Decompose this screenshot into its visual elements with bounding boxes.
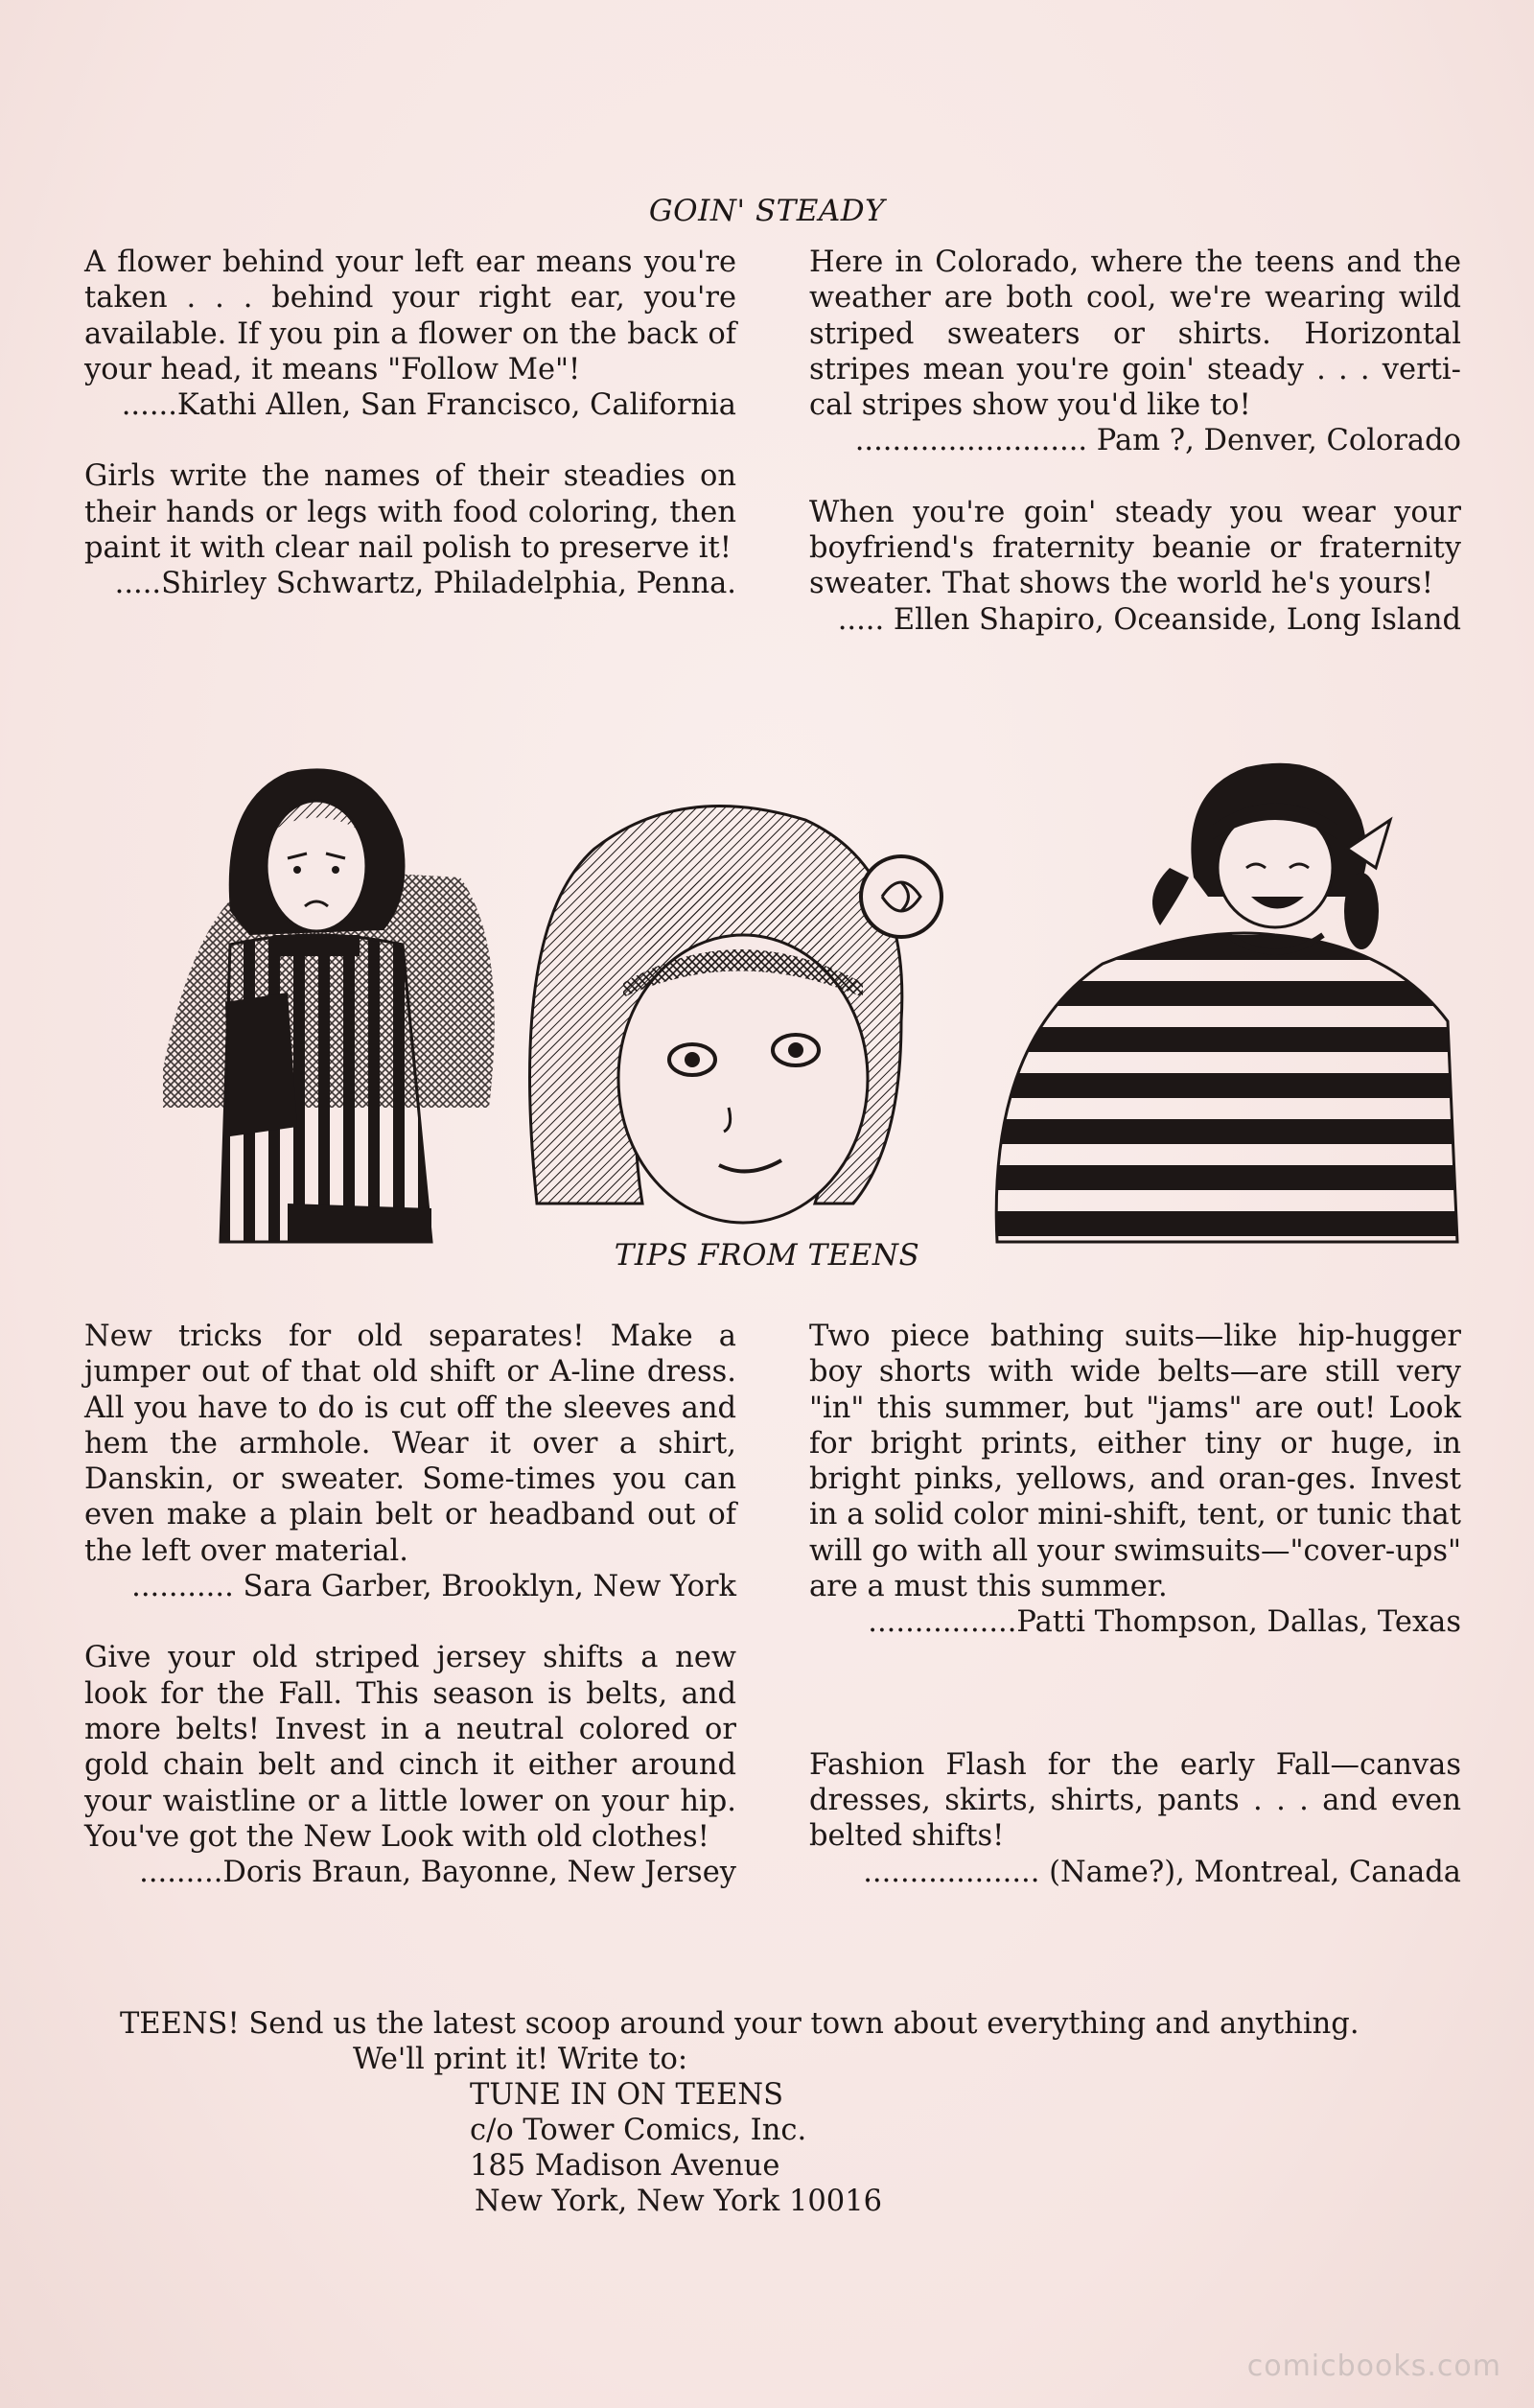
tips-left-column <box>84 1319 736 1890</box>
tip-montreal <box>809 1747 1461 1890</box>
tips-right-column <box>809 1319 1461 1890</box>
three-teens-illustration <box>144 705 1467 1299</box>
tip-signature: .........Doris Braun, Bayonne, New Jersey <box>139 1856 736 1890</box>
tip-signature: ......................... Pam ?, Denver, Colorado <box>854 424 1461 458</box>
tips-from-teens-heading: TIPS FROM TEENS <box>614 1238 920 1273</box>
tip-text: Girls write the names of their steadies on their hands or legs with food coloring, then paint it with clear nail polish to preserve it! <box>84 459 736 566</box>
goin-steady-left-column <box>84 245 736 602</box>
footer-address-street: 185 Madison Avenue <box>470 2149 780 2183</box>
goin-steady-heading: GOIN' STEADY <box>648 194 886 228</box>
footer-address-city: New York, New York 10016 <box>475 2185 883 2218</box>
footer-write-to: We'll print it! Write to: <box>353 2043 688 2076</box>
flower-girl-figure <box>530 806 942 1223</box>
tip-patti-thompson <box>809 1319 1461 1641</box>
watermark: comicbooks.com <box>1246 2350 1501 2383</box>
smiling-girl-figure <box>996 763 1457 1242</box>
footer-address-name: TUNE IN ON TEENS <box>470 2078 783 2112</box>
goin-steady-right-column <box>809 245 1461 638</box>
tip-text: Two piece bathing suits—like hip-hugger boy shorts with wide belts—are still very "in" this summer, but "jams" are out! Look for bright prints, either tiny or huge, in bright pinks, yellows, and oran-ges. Invest in a solid color mini-shift, tent, or tunic that will go with all your swimsuits—"cover-ups" are a must this summer. <box>809 1320 1461 1604</box>
tip-text: Fashion Flash for the early Fall—canvas dresses, skirts, shirts, pants . . . and even belted shifts! <box>809 1747 1461 1854</box>
tip-pam <box>809 245 1461 459</box>
tip-ellen-shapiro <box>809 495 1461 638</box>
tip-signature: ......Kathi Allen, San Francisco, California <box>121 388 736 423</box>
tip-text: Give your old striped jersey shifts a new look for the Fall. This season is belts, and more belts! Invest in a neutral colored or gold chain belt and cinch it either around your waistline or a little lower on your hip. You've got the New Look with old clothes! <box>84 1641 736 1854</box>
tip-sara-garber <box>84 1319 736 1604</box>
tip-text: When you're goin' steady you wear your boyfriend's fraternity beanie or fraternity sweater. That shows the world he's yours! <box>809 495 1461 601</box>
tip-signature: ........... Sara Garber, Brooklyn, New York <box>131 1570 736 1604</box>
footer-call-to-action: TEENS! Send us the latest scoop around your town about everything and anything. <box>120 2007 1360 2041</box>
tip-text: A flower behind your left ear means you're taken . . . behind your right ear, you're available. If you pin a flower on the back of your head, it means "Follow Me"! <box>84 245 736 386</box>
tip-kathi-allen <box>84 245 736 423</box>
tip-doris-braun <box>84 1640 736 1890</box>
tip-signature: ................... (Name?), Montreal, Canada <box>863 1855 1461 1889</box>
sad-girl-figure <box>163 768 495 1242</box>
tip-signature: ..... Ellen Shapiro, Oceanside, Long Island <box>837 602 1461 637</box>
tip-text: New tricks for old separates! Make a jumper out of that old shift or A-line dress. All you have to do is cut off the sleeves and hem the armhole. Wear it over a shirt, Danskin, or sweater. Some-times you can even make a plain belt or headband out of the left over material. <box>84 1320 736 1568</box>
tip-signature: ................Patti Thompson, Dallas, Texas <box>868 1605 1461 1640</box>
footer-address-company: c/o Tower Comics, Inc. <box>470 2114 807 2147</box>
tip-shirley-schwartz <box>84 458 736 601</box>
tip-signature: .....Shirley Schwartz, Philadelphia, Penna. <box>114 567 736 601</box>
tip-text: Here in Colorado, where the teens and the weather are both cool, we're wearing wild striped sweaters or shirts. Horizontal stripes mean you're goin' steady . . . verti-cal stripes show you'd like to! <box>809 245 1461 423</box>
